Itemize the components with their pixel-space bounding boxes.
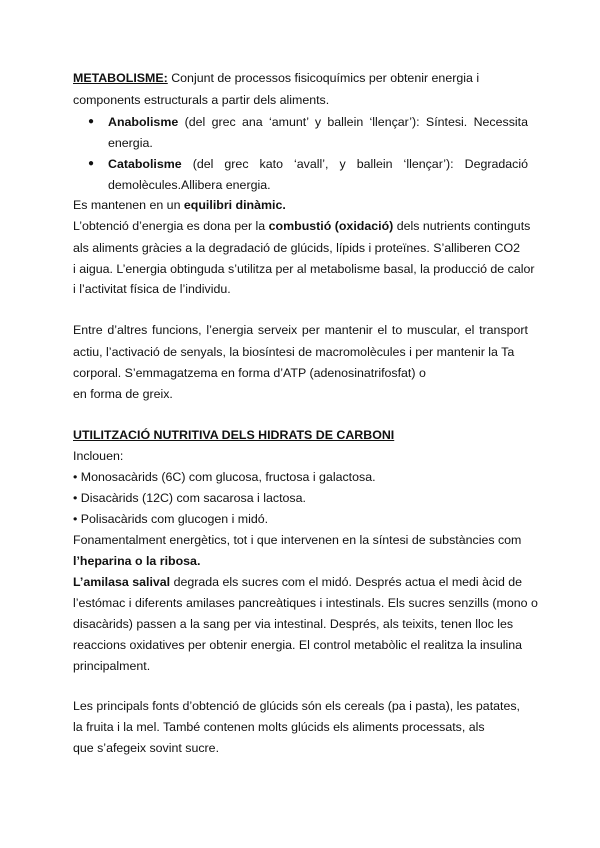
catabolisme-line-2: demolècules.Allibera energia. <box>108 178 271 192</box>
list-item-monosacarids: • Monosacàrids (6C) com glucosa, fructosa i galactosa. <box>73 470 376 484</box>
funcions-line-4: en forma de greix. <box>73 387 173 401</box>
fonts-line-3: que s’afegeix sovint sucre. <box>73 741 220 755</box>
fonamentalment-line-1: Fonamentalment energètics, tot i que intervenen en la síntesi de substàncies com <box>73 533 522 547</box>
metabolisme-heading: METABOLISME: <box>73 71 168 85</box>
anabolisme-term: Anabolisme <box>108 115 179 129</box>
amilasa-bold: L’amilasa salival <box>73 575 171 589</box>
anabolisme-text: (del grec ana ‘amunt’ y ballein ‘llençar’): Síntesi. Necessita <box>178 115 528 129</box>
anabolisme-line-1 <box>108 114 528 130</box>
equilibri-bold: equilibri dinàmic. <box>183 198 286 212</box>
anabolisme-line-2: energia. <box>108 136 153 150</box>
heparina-bold: l’heparina o la ribosa. <box>73 554 201 568</box>
list-item-disacarids: • Disacàrids (12C) com sacarosa i lactosa. <box>73 491 306 505</box>
equilibri-line <box>73 197 286 213</box>
catabolisme-text: (del grec kato ‘avall’, y ballein ‘llençar’): Degradació <box>181 157 528 171</box>
catabolisme-term: Catabolisme <box>108 157 182 171</box>
amilasa-line-5: principalment. <box>73 659 151 673</box>
energia-line-4: i l’activitat física de l’individu. <box>73 282 231 296</box>
amilasa-line-2: l’estómac i diferents amilases pancreàtiques i intestinals. Els sucres senzills (mono o <box>73 596 538 610</box>
hidrats-heading-text: UTILITZACIÓ NUTRITIVA DELS HIDRATS DE CARBONI <box>73 428 395 442</box>
fonts-line-1: Les principals fonts d’obtenció de glúcids són els cereals (pa i pasta), les patates, <box>73 699 521 713</box>
inclouen-line: Inclouen: <box>73 449 124 463</box>
bullet-icon: ● <box>88 116 95 127</box>
energia-text-c: dels nutrients continguts <box>393 219 531 233</box>
funcions-line-3: corporal. S’emmagatzema en forma d’ATP (adenosinatrifosfat) o <box>73 366 426 380</box>
funcions-line-2: actiu, l’activació de senyals, la biosíntesi de macromolècules i per mantenir la Ta <box>73 345 515 359</box>
equilibri-text: Es mantenen en un <box>73 198 184 212</box>
amilasa-line-1 <box>73 574 522 590</box>
energia-line-1 <box>73 218 530 234</box>
hidrats-heading <box>73 427 394 443</box>
amilasa-line-4: reaccions oxidatives per obtenir energia. El control metabòlic el realitza la insulina <box>73 638 523 652</box>
list-item-polisacarids: • Polisacàrids com glucogen i midó. <box>73 512 269 526</box>
combustio-bold: combustió (oxidació) <box>268 219 394 233</box>
energia-line-3: i aigua. L’energia obtinguda s’utilitza per al metabolisme basal, la producció de calor <box>73 262 535 276</box>
metabolisme-line-2: components estructurals a partir dels aliments. <box>73 93 330 107</box>
bullet-icon: ● <box>88 158 95 169</box>
energia-line-2: als aliments gràcies a la degradació de glúcids, lípids i proteïnes. S’alliberen CO2 <box>73 241 520 255</box>
amilasa-text: degrada els sucres com el midó. Després actua el medi àcid de <box>170 575 523 589</box>
funcions-line-1: Entre d’altres funcions, l’energia serveix per mantenir el to muscular, el transport <box>73 323 528 337</box>
fonts-line-2: la fruita i la mel. També contenen molts glúcids els aliments processats, als <box>73 720 485 734</box>
energia-text-a: L’obtenció d’energia es dona per la <box>73 219 269 233</box>
catabolisme-line-1 <box>108 156 528 172</box>
amilasa-line-3: disacàrids) passen a la sang per via intestinal. Després, als teixits, tenen lloc les <box>73 617 514 631</box>
fonamentalment-line-2 <box>73 553 200 569</box>
metabolisme-line-1 <box>73 70 479 86</box>
metabolisme-definition: Conjunt de processos fisicoquímics per obtenir energia i <box>167 71 480 85</box>
